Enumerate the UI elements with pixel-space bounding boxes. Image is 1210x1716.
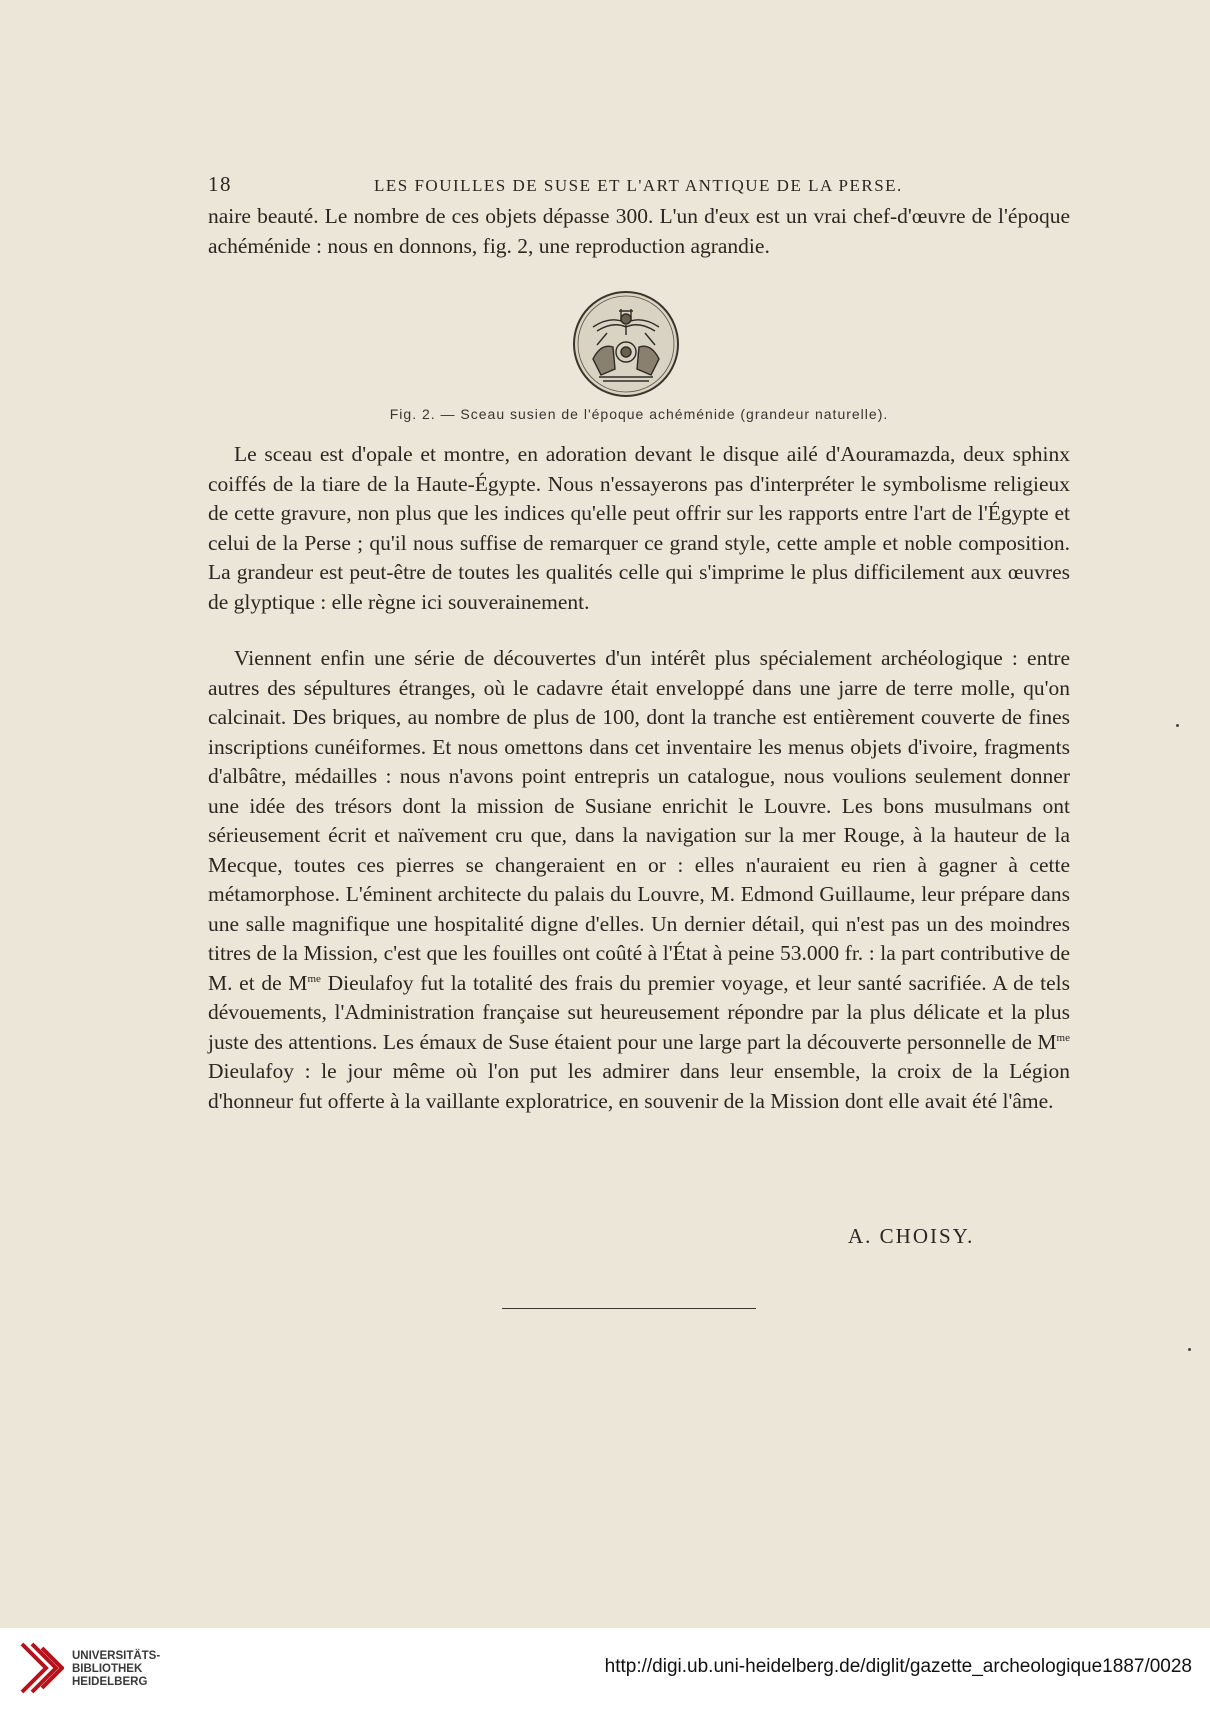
- superscript-me-2: me: [1056, 1031, 1070, 1044]
- paragraph-discoveries-text-3: Dieulafoy : le jour même où l'on put les admirer dans leur ensemble, la croix de la Légion d'honneur fut offerte à la vaillante exploratrice, en souvenir de la Mission dont elle avait été l'âme.: [208, 1059, 1070, 1113]
- intro-text: naire beauté. Le nombre de ces objets dépasse 300. L'un d'eux est un vrai chef-d'œuvre de l'époque achéménide : nous en donnons, fig. 2, une reproduction agrandie.: [208, 204, 1070, 258]
- running-title: LES FOUILLES DE SUSE ET L'ART ANTIQUE DE LA PERSE.: [374, 176, 903, 195]
- library-footer: [0, 1628, 1210, 1716]
- print-speck: [1188, 1348, 1191, 1351]
- paragraph-discoveries-text-1: Viennent enfin une série de découvertes d'un intérêt plus spécialement archéologique : entre autres des sépultures étranges, où le cadavre était enveloppé dans une jarre de terre molle, qu'on calcinait. Des briques, au nombre de plus de 100, dont la tranche est entièrement couverte de fines inscriptions cunéiformes. Et nous omettons dans cet inventaire les menus objets d'ivoire, fragments d'albâtre, médailles : nous n'avons point entrepris un catalogue, nous voulions seulement donner une idée des trésors dont la mission de Susiane enrichit le Louvre. Les bons musulmans ont sérieusement écrit et naïvement cru que, dans la navigation sur la mer Rouge, à la hauteur de la Mecque, toutes ces pierres se changeraient en or : elles n'auraient eu rien à gagner à cette métamorphose. L'éminent architecte du palais du Louvre, M. Edmond Guillaume, leur prépare dans une salle magnifique une hospitalité digne d'elles. Un dernier détail, qui n'est pas un des moindres titres de la Mission, c'est que les fouilles ont coûté à l'État à peine 53.000 fr. : la part contributive de M. et de M: [208, 646, 1070, 995]
- paragraph-seal-text: Le sceau est d'opale et montre, en adoration devant le disque ailé d'Aouramazda, deux sphinx coiffés de la tiare de la Haute-Égypte. Nous n'essayerons pas d'interpréter le symbolisme religieux de cette gravure, non plus que les indices qu'elle peut offrir sur les rapports entre l'art de l'Égypte et celui de la Perse ; qu'il nous suffise de remarquer ce grand style, cette ample et noble composition. La grandeur est peut-être de toutes les qualités celle qui s'imprime le plus difficilement aux œuvres de glyptique : elle règne ici souverainement.: [208, 442, 1070, 614]
- library-name: [72, 1650, 160, 1689]
- library-name-line: HEIDELBERG: [72, 1676, 148, 1688]
- paragraph-discoveries-text-2: Dieulafoy fut la totalité des frais du premier voyage, et leur santé sacrifiée. A de tels dévouements, l'Administration française sut heureusement répondre par la plus délicate et la plus juste des attentions. Les émaux de Suse étaient pour une large part la découverte personnelle de M: [208, 970, 1070, 1054]
- library-name-line: BIBLIOTHEK: [72, 1663, 143, 1675]
- paragraph-discoveries: [208, 644, 1070, 1116]
- author-signature: A. CHOISY.: [848, 1224, 975, 1248]
- university-library-logo-icon: [16, 1638, 64, 1702]
- source-url-link[interactable]: http://digi.ub.uni-heidelberg.de/diglit/gazette_archeologique1887/0028: [604, 1656, 1192, 1677]
- page-header: [208, 172, 1070, 200]
- library-name-line: UNIVERSITÄTS-: [72, 1650, 161, 1662]
- figure-caption: Fig. 2. — Sceau susien de l'époque achéménide (grandeur naturelle).: [389, 406, 889, 422]
- page-number: 18: [208, 172, 232, 196]
- print-speck: [1176, 724, 1179, 727]
- achaemenid-seal-image: [571, 289, 681, 399]
- closing-rule: [502, 1308, 756, 1309]
- superscript-me-1: me: [307, 972, 321, 985]
- paragraph-seal: [208, 440, 1070, 617]
